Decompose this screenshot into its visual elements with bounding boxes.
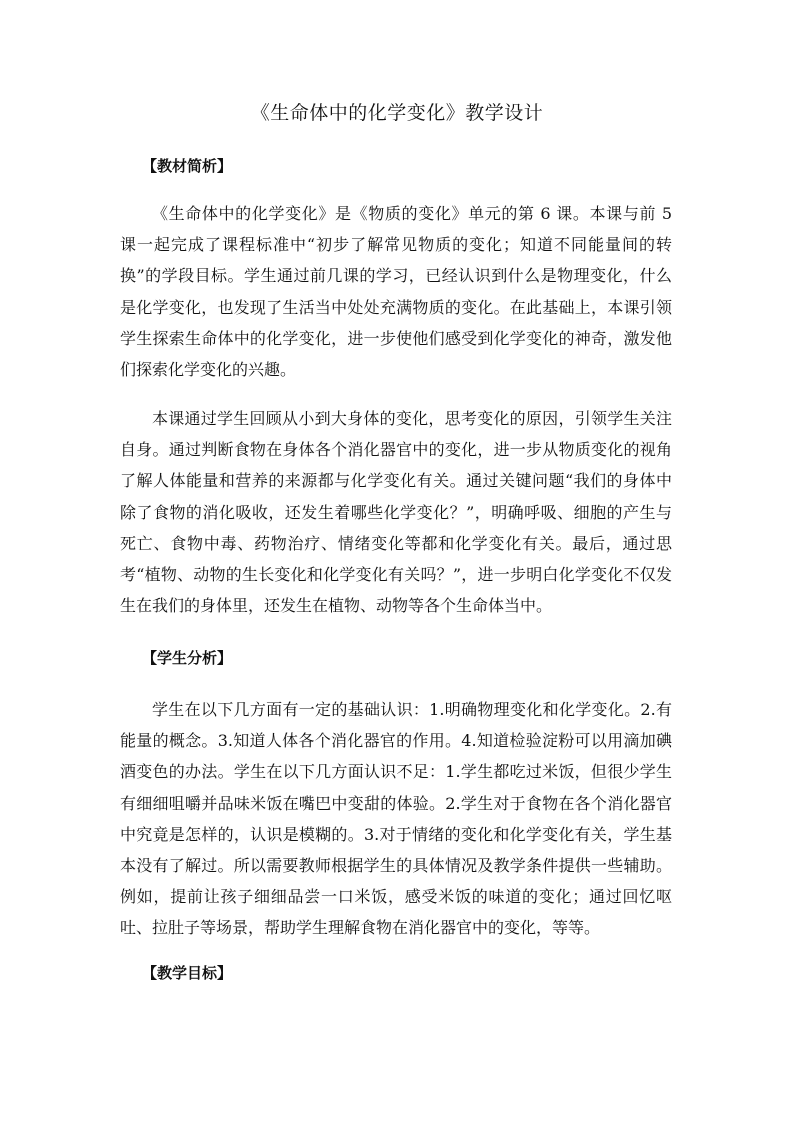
- paragraph-student-analysis: 学生在以下几方面有一定的基础认识：1.明确物理变化和化学变化。2.有能量的概念。3.知道人体各个消化器官的作用。4.知道检验淀粉可以用滴加碘酒变色的办法。学生在以下几方面认识不足：1.学生都吃过米饭，但很少学生有细细咀嚼并品味米饭在嘴巴中变甜的体验。2.学生对于食物在各个消化器官中究竟是怎样的，认识是模糊的。3.对于情绪的变化和化学变化有关，学生基本没有了解过。所以需要教师根据学生的具体情况及教学条件提供一些辅助。例如，提前让孩子细细品尝一口米饭，感受米饭的味道的变化；通过回忆呕吐、拉肚子等场景，帮助学生理解食物在消化器官中的变化，等等。: [120, 700, 672, 938]
- paragraph-textbook-analysis-2: 本课通过学生回顾从小到大身体的变化，思考变化的原因，引领学生关注自身。通过判断食物在身体各个消化器官中的变化，进一步从物质变化的视角了解人体能量和营养的来源都与化学变化有关。通过关键问题“我们的身体中除了食物的消化吸收，还发生着哪些化学变化？”，明确呼吸、细胞的产生与死亡、食物中毒、药物治疗、情绪变化等都和化学变化有关。最后，通过思考“植物、动物的生长变化和化学变化有关吗？”，进一步明白化学变化不仅发生在我们的身体里，还发生在植物、动物等各个生命体当中。: [120, 409, 672, 616]
- document-title: 《生命体中的化学变化》教学设计: [250, 102, 544, 124]
- section-heading-teaching-objectives: 【教学目标】: [142, 964, 233, 982]
- section-heading-student-analysis: 【学生分析】: [142, 649, 233, 667]
- section-heading-textbook-analysis: 【教材简析】: [142, 157, 233, 175]
- paragraph-textbook-analysis-1: 《生命体中的化学变化》是《物质的变化》单元的第 6 课。本课与前 5 课一起完成了课程标准中“初步了解常见物质的变化；知道不同能量间的转换”的学段目标。学生通过前几课的学习，已经认识到什么是物理变化，什么是化学变化，也发现了生活当中处处充满物质的变化。在此基础上，本课引领学生探索生命体中的化学变化，进一步使他们感受到化学变化的神奇，激发他们探索化学变化的兴趣。: [120, 204, 672, 380]
